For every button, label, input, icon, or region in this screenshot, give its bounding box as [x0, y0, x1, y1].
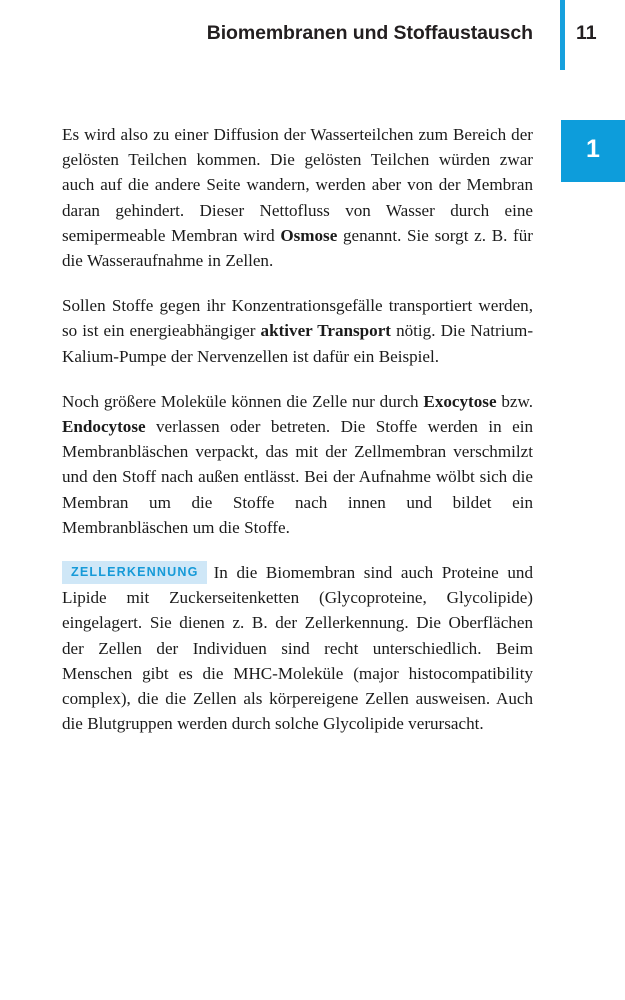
paragraph-exo-endocytose [62, 389, 533, 540]
running-head-divider-rule [560, 0, 565, 70]
text-run: genannt. Sie sorgt z. B. für die Wasseraufnahme in Zellen. [62, 225, 533, 271]
text-run: nötig. Die Natrium-Kalium-Pumpe der Nervenzellen ist dafür ein Beispiel. [62, 321, 534, 366]
keyword-osmose: Osmose [280, 225, 338, 245]
paragraph-aktiver-transport [62, 293, 533, 369]
keyword-aktiver-transport: aktiver Transport [260, 321, 391, 341]
text-run: Sollen Stoffe gegen ihr Konzentrationsgefälle transportiert werden, so ist ein energieabhängiger [62, 296, 533, 341]
chapter-tab [561, 120, 625, 182]
text-run: verlassen oder betreten. Die Stoffe werden in ein Membranbläschen verpackt, das mit der Zellmembran verschmilzt und den Stoff nach außen entlässt. Bei der Aufnahme wölbt sich die Membran um die Stoffe nach innen und bildet ein Membranbläschen um die Stoffe. [62, 417, 533, 537]
paragraph-osmose [62, 122, 533, 273]
text-run: In die Biomembran sind auch Proteine und Lipide mit Zuckerseitenketten (Glycoproteine, Glycolipide) eingelagert. Sie dienen z. B. der Zellerkennung. Die Oberflächen der Zellen der Individuen sind recht unterschiedlich. Beim Menschen gibt es die MHC-Moleküle (major histocompatibility complex), die die Zellen als körpereigene Zellen ausweisen. Auch die Blutgruppen werden durch solche Glycolipide verursacht. [62, 563, 533, 734]
keyword-exocytose: Exocytose [423, 391, 497, 411]
running-head-title: Biomembranen und Stoffaustausch [206, 22, 533, 44]
keyword-endocytose: Endocytose [62, 417, 146, 437]
text-run: bzw. [496, 391, 534, 411]
text-run: Noch größere Moleküle können die Zelle nur durch [62, 391, 424, 411]
paragraph-zellerkennung [62, 560, 533, 736]
keyword-badge-zellerkennung: ZELLERKENNUNG [62, 561, 207, 584]
running-head [0, 0, 625, 70]
body-text-column [62, 122, 533, 736]
text-run: Es wird also zu einer Diffusion der Wasserteilchen zum Bereich der gelösten Teilchen kommen. Die gelösten Teilchen würden zwar auch auf die andere Seite wandern, werden aber von der Membran daran gehindert. Dieser Nettofluss von Wasser durch eine semipermeable Membran wird [62, 125, 533, 245]
chapter-tab-number: 1 [586, 135, 600, 163]
page-number: 11 [576, 22, 597, 44]
